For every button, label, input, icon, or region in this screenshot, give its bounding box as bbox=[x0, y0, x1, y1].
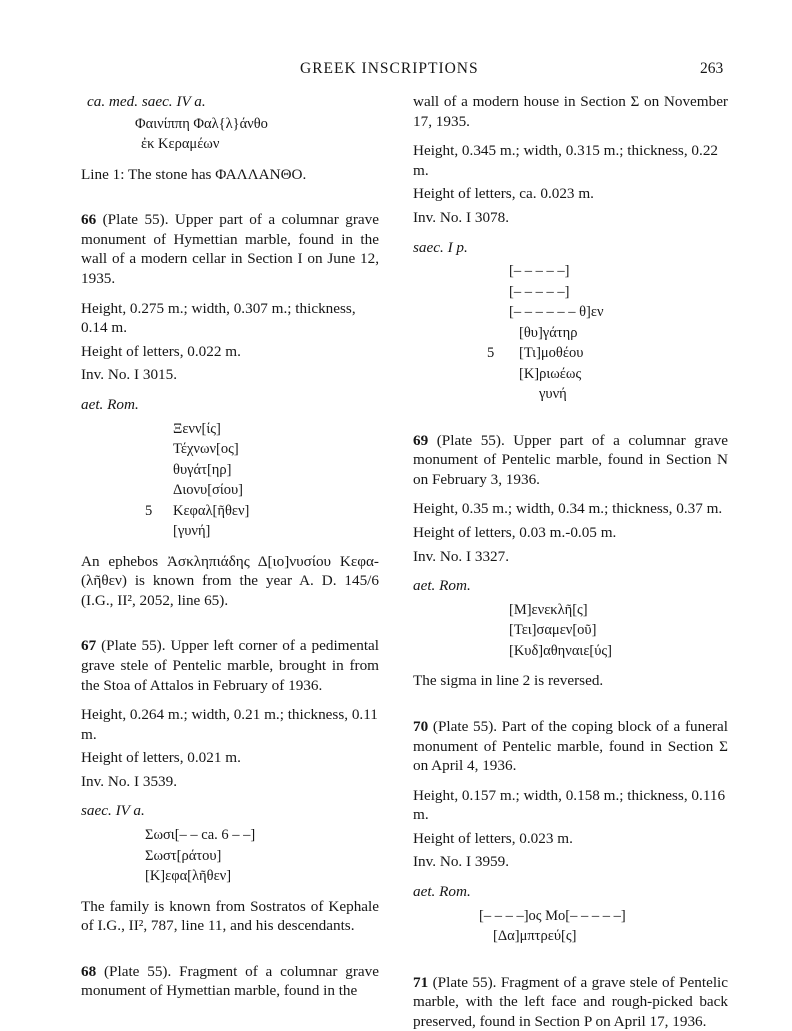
entry-65-tail bbox=[81, 92, 379, 184]
inscription-line: [Δα]μπτρεύ[ς] bbox=[493, 928, 577, 945]
entry-68-start bbox=[81, 962, 379, 1001]
inscription-line: Τέχνων[ος] bbox=[173, 441, 239, 458]
entry-66 bbox=[81, 210, 379, 610]
page-number: 263 bbox=[700, 60, 724, 77]
inscription-text bbox=[81, 114, 379, 155]
line-note: Line 1: The stone has ΦΑΛΛΑΝΘΟ. bbox=[81, 165, 307, 183]
inventory-number: Inv. No. I 3959. bbox=[413, 853, 510, 871]
inscription-line: [Κ]εφα[λῆθεν] bbox=[145, 868, 232, 885]
dimensions: Height, 0.157 m.; width, 0.158 m.; thickness, 0.116 m. bbox=[413, 786, 726, 824]
date-line: saec. IV a. bbox=[81, 802, 145, 820]
line-number: 5 bbox=[487, 345, 495, 362]
inscription-text bbox=[413, 261, 728, 405]
entry-description: (Plate 55). Fragment of a columnar grave monument of Hymettian marble, found in the bbox=[81, 962, 379, 1000]
inscription-line: [θυ]γάτηρ bbox=[519, 324, 578, 341]
entry-number: 70 bbox=[413, 717, 429, 735]
entry-number: 71 bbox=[413, 973, 429, 991]
entry-description: wall of a modern house in Section Σ on November 17, 1935. bbox=[413, 93, 728, 130]
entry-68-continued bbox=[413, 92, 728, 405]
date-line: aet. Rom. bbox=[413, 883, 471, 901]
commentary: The sigma in line 2 is reversed. bbox=[413, 672, 604, 690]
date-line: saec. I p. bbox=[413, 238, 468, 256]
inscription-line: [γυνή] bbox=[173, 523, 211, 540]
dimensions: Height, 0.264 m.; width, 0.21 m.; thickness, 0.11 m. bbox=[81, 706, 378, 743]
entry-number: 67 bbox=[81, 637, 97, 655]
inscription-line: Σωσι[– – ca. 6 – –] bbox=[145, 827, 256, 844]
letter-height: Height of letters, ca. 0.023 m. bbox=[413, 185, 594, 203]
inscription-line: ἐκ Κεραμέων bbox=[141, 136, 220, 153]
letter-height: Height of letters, 0.03 m.-0.05 m. bbox=[413, 524, 617, 542]
inscription-line: Κεφαλ[ῆθεν] bbox=[173, 502, 250, 519]
dimensions: Height, 0.275 m.; width, 0.307 m.; thickness, 0.14 m. bbox=[81, 299, 356, 337]
entry-69 bbox=[413, 431, 728, 691]
inscription-text bbox=[81, 419, 379, 542]
running-title: GREEK INSCRIPTIONS bbox=[300, 60, 479, 77]
inventory-number: Inv. No. I 3078. bbox=[413, 208, 510, 226]
inventory-number: Inv. No. I 3015. bbox=[81, 366, 178, 384]
date-line: aet. Rom. bbox=[413, 577, 471, 595]
inscription-text bbox=[413, 600, 728, 662]
inscription-line: θυγάτ[ηρ] bbox=[173, 461, 232, 478]
inventory-number: Inv. No. I 3539. bbox=[81, 772, 178, 790]
right-column bbox=[413, 92, 728, 1031]
commentary: The family is known from Sostratos of Kephale of I.G., II², 787, line 11, and his descendants. bbox=[81, 897, 379, 935]
inscription-line: γυνή bbox=[539, 386, 567, 403]
entry-number: 66 bbox=[81, 211, 97, 229]
inscription-line: [– – – – –] bbox=[509, 263, 570, 280]
entry-number: 69 bbox=[413, 431, 429, 449]
entry-description: (Plate 55). Fragment of a grave stele of Pentelic marble, with the left face and rough-picked back preserved, found in Section P on April 17, 1936. bbox=[413, 973, 728, 1030]
inscription-line: [Κ]ριωέως bbox=[519, 365, 582, 382]
inscription-line: [– – – – –] bbox=[509, 283, 570, 300]
entry-description: (Plate 55). Upper part of a columnar grave monument of Hymettian marble, found in the wall of a modern cellar in Section I on June 12, 1935. bbox=[81, 211, 379, 287]
inscription-line: [Τι]μοθέου bbox=[519, 345, 584, 362]
entry-description: (Plate 55). Upper part of a columnar grave monument of Pentelic marble, found in Section N on February 3, 1936. bbox=[413, 431, 728, 488]
inscription-line: Διονυ[σίου] bbox=[173, 482, 244, 499]
letter-height: Height of letters, 0.023 m. bbox=[413, 829, 573, 847]
inscription-text bbox=[413, 906, 728, 947]
inscription-line: [Τει]σαμεν[οῦ] bbox=[509, 622, 597, 639]
date-line: ca. med. saec. IV a. bbox=[87, 93, 206, 110]
dimensions: Height, 0.35 m.; width, 0.34 m.; thickness, 0.37 m. bbox=[413, 500, 723, 518]
inscription-line: [Μ]ενεκλῆ[ς] bbox=[509, 601, 588, 618]
inscription-line: [Κυδ]αθηναιε[ύς] bbox=[509, 642, 612, 659]
commentary: An ephebos Ἀσκληπιάδης Δ[ιο]νυσίου Κεφα-(λῆθεν) is known from the year A. D. 145/6 (I.G., II², 2052, line 65). bbox=[81, 552, 379, 609]
entry-70 bbox=[413, 717, 728, 947]
entry-number: 68 bbox=[81, 962, 97, 980]
left-column bbox=[81, 92, 379, 1001]
entry-description: (Plate 55). Upper left corner of a pedimental grave stele of Pentelic marble, brought in from the Stoa of Attalos in February of 1936. bbox=[81, 637, 379, 694]
letter-height: Height of letters, 0.022 m. bbox=[81, 342, 241, 360]
inscription-line: [– – – – – – θ]εν bbox=[509, 304, 604, 321]
line-number: 5 bbox=[145, 502, 153, 519]
inscription-text bbox=[81, 825, 379, 887]
inscription-line: Σωστ[ράτου] bbox=[145, 847, 222, 864]
date-line: aet. Rom. bbox=[81, 395, 139, 413]
letter-height: Height of letters, 0.021 m. bbox=[81, 749, 241, 767]
dimensions: Height, 0.345 m.; width, 0.315 m.; thickness, 0.22 m. bbox=[413, 142, 719, 179]
inscription-line: [– – – –]ος Μο[– – – – –] bbox=[479, 907, 626, 924]
inscription-line: Ξενν[ίς] bbox=[173, 420, 221, 437]
entry-67 bbox=[81, 636, 379, 935]
inscription-line: Φαινίππη Φαλ{λ}άνθο bbox=[135, 115, 268, 132]
inventory-number: Inv. No. I 3327. bbox=[413, 547, 510, 565]
entry-71 bbox=[413, 973, 728, 1031]
entry-description: (Plate 55). Part of the coping block of a funeral monument of Pentelic marble, found in Section Σ on April 4, 1936. bbox=[413, 717, 728, 775]
